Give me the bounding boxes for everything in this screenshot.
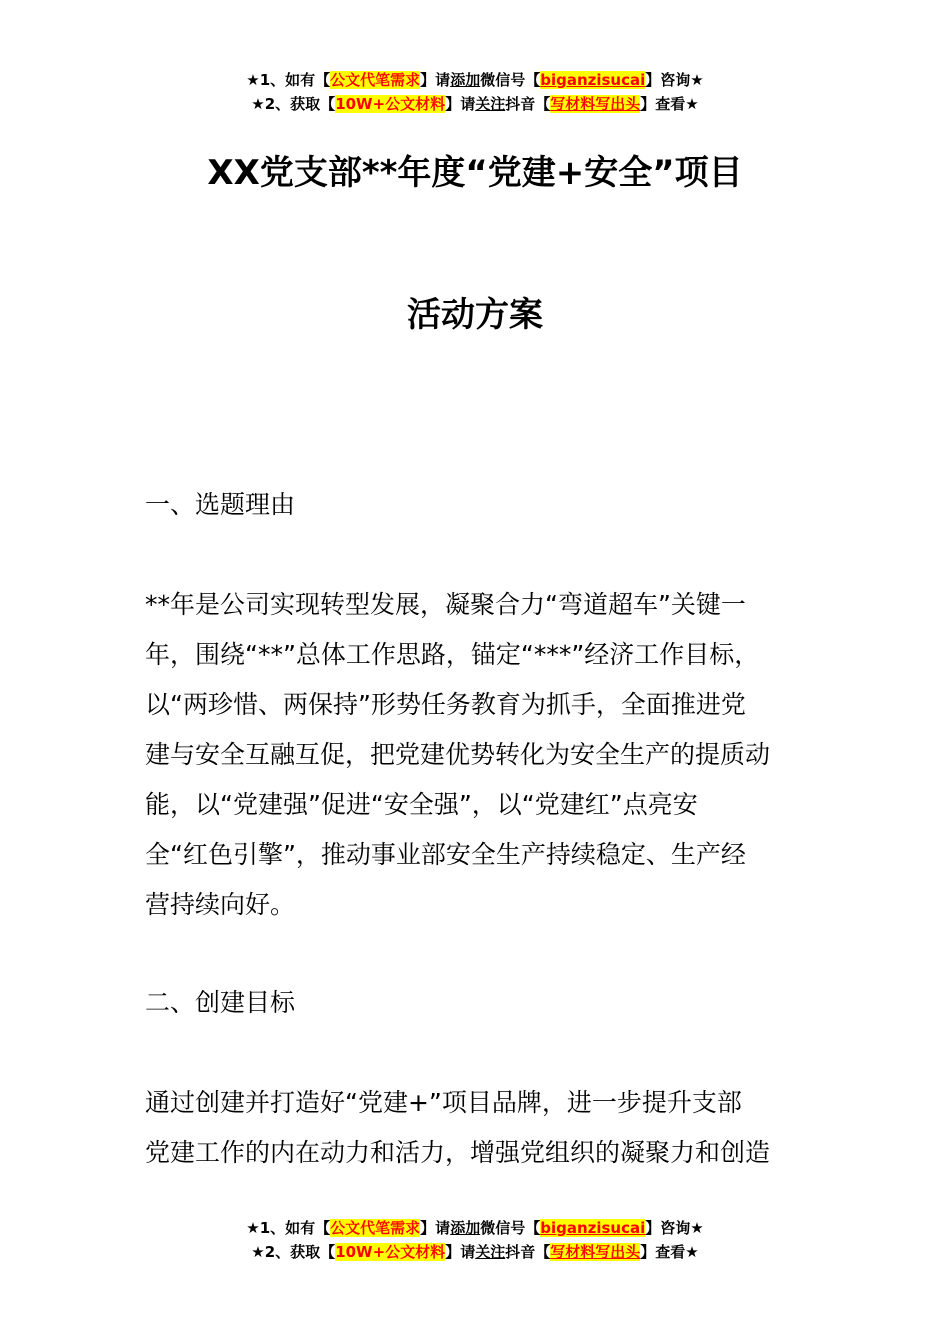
promo-text: ★1、如有【	[246, 1219, 331, 1237]
document-title-line-2: 活动方案	[407, 295, 543, 335]
promo-emphasis: 添加	[450, 71, 481, 89]
section-paragraph-goal	[145, 1078, 810, 1178]
promo-text: 】咨询★	[645, 71, 704, 89]
promo-line-2	[0, 1240, 950, 1264]
promo-highlight: 10W+公文材料	[335, 95, 446, 113]
promo-text: ★2、获取【	[251, 95, 336, 113]
promo-douyin-id: 写材料写出头	[550, 95, 641, 113]
promo-emphasis: 添加	[450, 1219, 481, 1237]
promo-highlight: 公文代笔需求	[330, 1219, 421, 1237]
paragraph-line: 能，以“党建强”促进“安全强”，以“党建红”点亮安	[145, 790, 698, 819]
paragraph-line: **年是公司实现转型发展，凝聚合力“弯道超车”关键一	[145, 590, 746, 619]
section-heading-reason: 一、选题理由	[145, 490, 296, 519]
promo-text: 】查看★	[640, 95, 699, 113]
promo-douyin-id: 写材料写出头	[550, 1243, 641, 1261]
promo-text: 】请	[420, 1219, 451, 1237]
paragraph-line: 营持续向好。	[145, 890, 296, 919]
paragraph-line: 全“红色引擎”，推动事业部安全生产持续稳定、生产经	[145, 840, 746, 869]
promo-emphasis: 关注	[475, 95, 506, 113]
promo-wechat-id: biganzisucai	[540, 1219, 646, 1237]
promo-text: 抖音【	[505, 95, 551, 113]
footer-promo-banner	[0, 1216, 950, 1264]
section-paragraph-reason	[145, 580, 810, 930]
promo-text: 】咨询★	[645, 1219, 704, 1237]
promo-line-1	[0, 1216, 950, 1240]
promo-highlight: 公文代笔需求	[330, 71, 421, 89]
promo-wechat-id: biganzisucai	[540, 71, 646, 89]
paragraph-line: 通过创建并打造好“党建+”项目品牌，进一步提升支部	[145, 1088, 742, 1117]
promo-text: 】请	[445, 95, 476, 113]
section-heading-goal: 二、创建目标	[145, 988, 296, 1017]
promo-text: 微信号【	[480, 71, 541, 89]
promo-text: 微信号【	[480, 1219, 541, 1237]
header-promo-banner	[0, 68, 950, 116]
paragraph-line: 建与安全互融互促，把党建优势转化为安全生产的提质动	[145, 740, 771, 769]
document-title-line-1: XX党支部**年度“党建+安全”项目	[207, 153, 743, 193]
paragraph-line: 年，围绕“**”总体工作思路，锚定“***”经济工作目标，	[145, 640, 760, 669]
promo-text: 抖音【	[505, 1243, 551, 1261]
promo-text: ★1、如有【	[246, 71, 331, 89]
promo-text: ★2、获取【	[251, 1243, 336, 1261]
promo-line-2	[0, 92, 950, 116]
promo-text: 】查看★	[640, 1243, 699, 1261]
promo-line-1	[0, 68, 950, 92]
promo-text: 】请	[420, 71, 451, 89]
promo-highlight: 10W+公文材料	[335, 1243, 446, 1261]
promo-emphasis: 关注	[475, 1243, 506, 1261]
promo-text: 】请	[445, 1243, 476, 1261]
paragraph-line: 党建工作的内在动力和活力，增强党组织的凝聚力和创造	[145, 1138, 771, 1167]
paragraph-line: 以“两珍惜、两保持”形势任务教育为抓手，全面推进党	[145, 690, 746, 719]
